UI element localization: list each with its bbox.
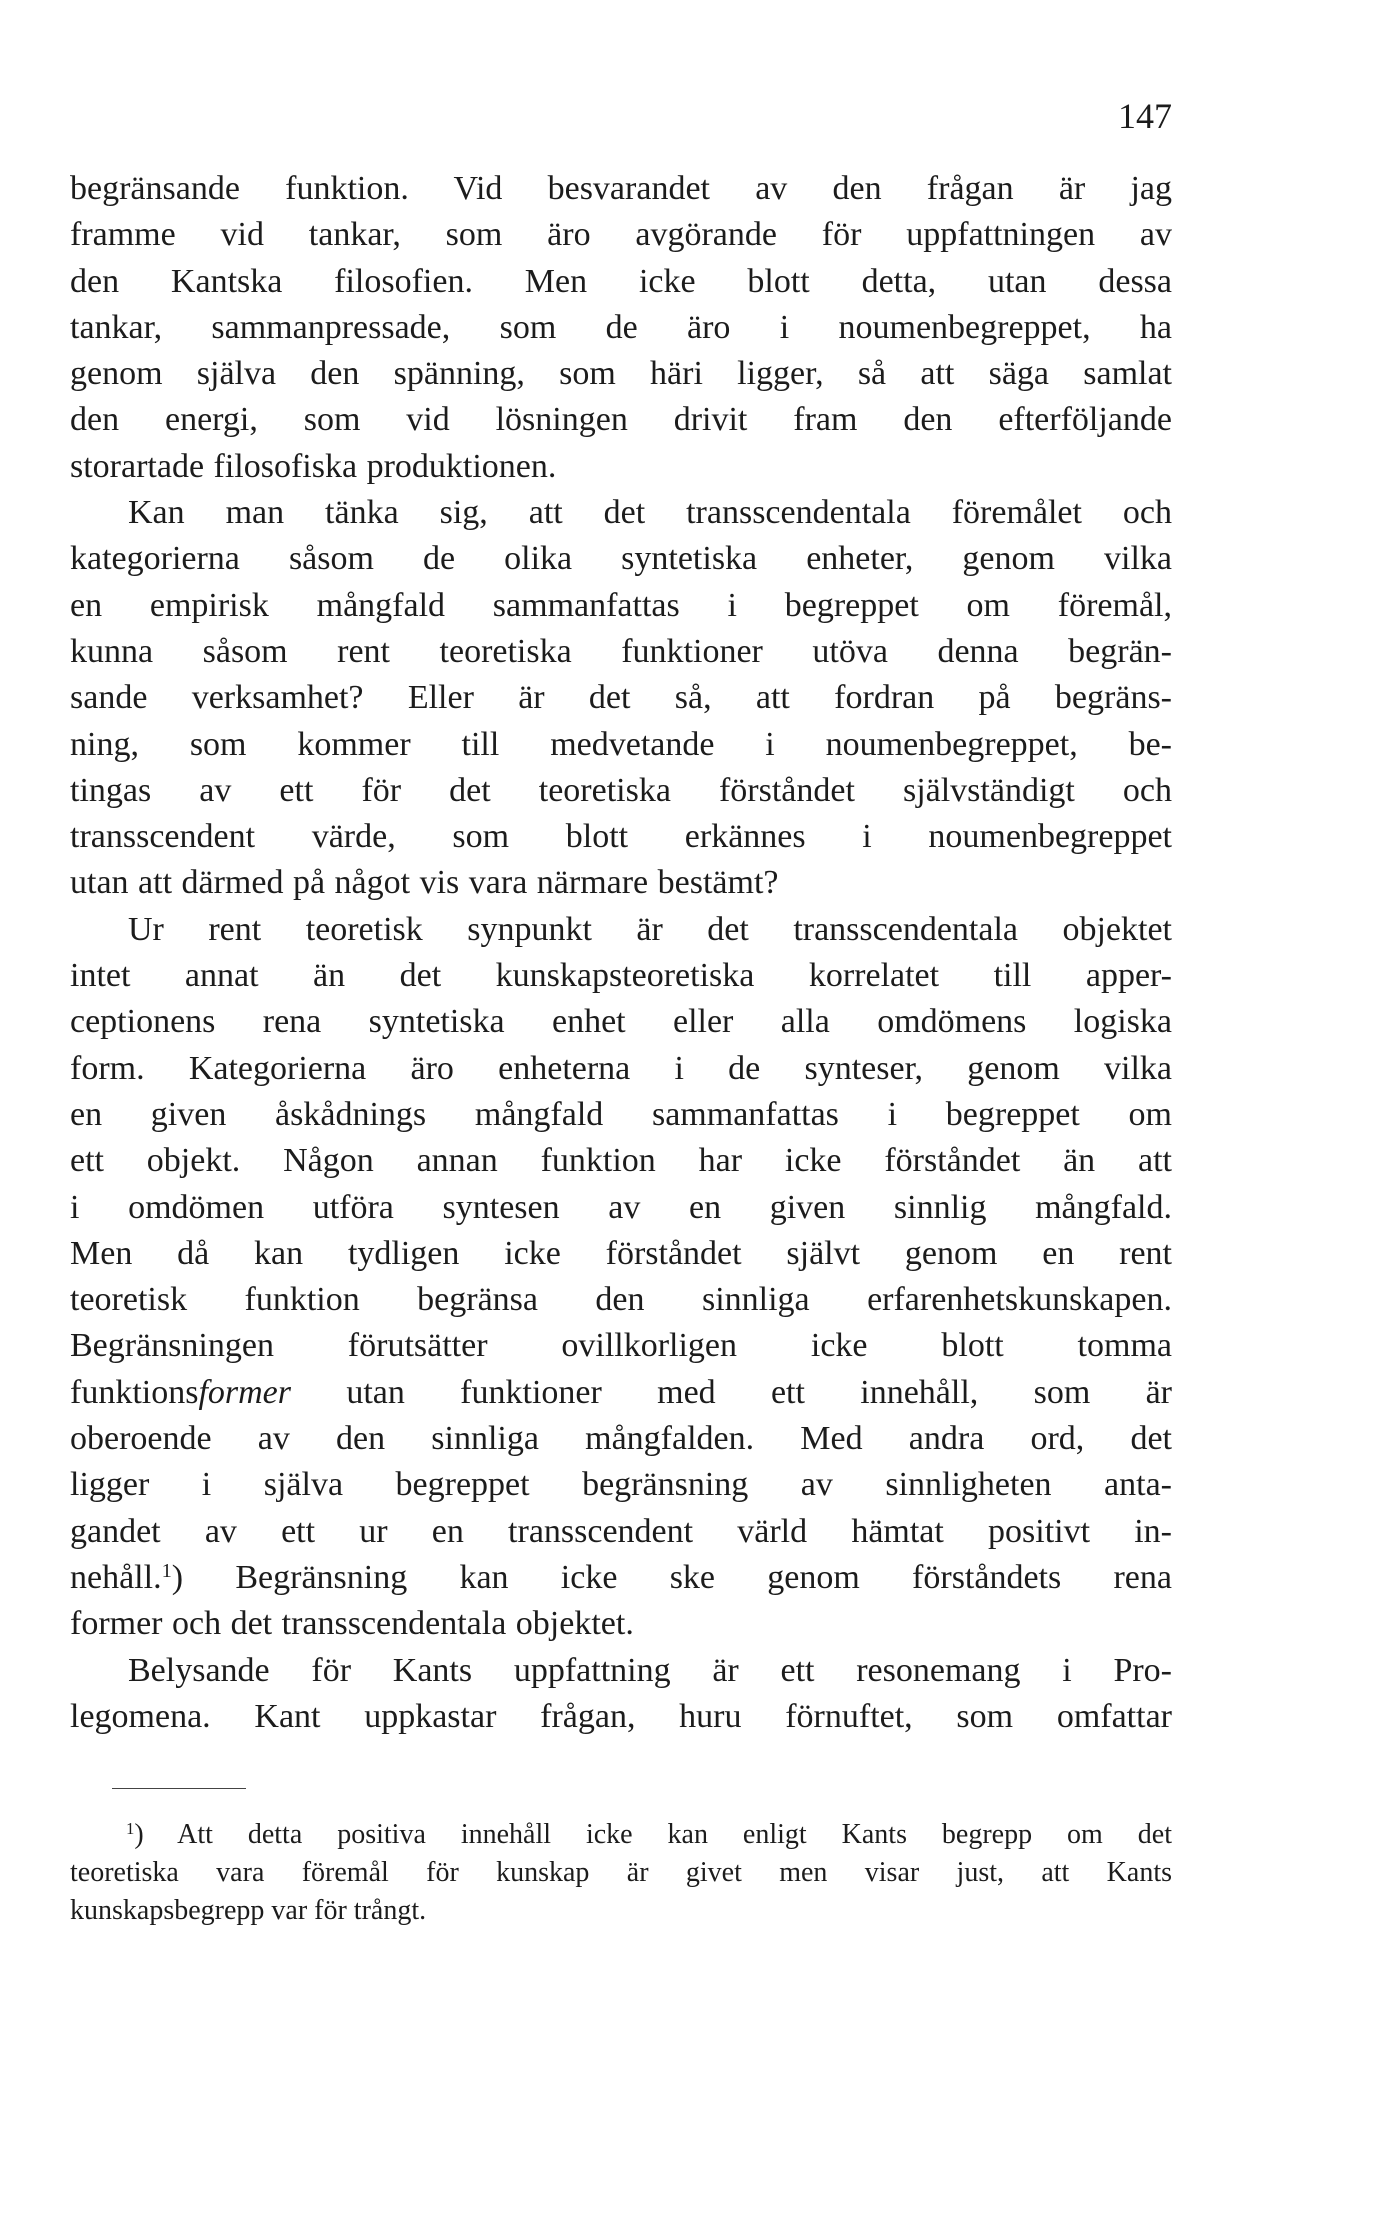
text-run: oberoende av den sinnliga mångfalden. Med andra ord, det [70,1420,1172,1458]
text-line [70,1509,1172,1555]
text-run: teoretiska vara föremål för kunskap är givet men visar just, att Kants [70,1857,1172,1888]
text-run: ning, som kommer till medvetande i noumenbegreppet, be- [70,725,1172,763]
text-line [70,1416,1172,1462]
text-line [70,259,1172,305]
text-run: sande verksamhet? Eller är det så, att fordran på begräns- [70,679,1172,717]
text-line [70,1277,1172,1323]
text-line [70,675,1172,721]
text-run: transscendent värde, som blott erkännes i noumenbegreppet [70,818,1172,856]
text-line [70,1046,1172,1092]
text-run: kunskapsbegrepp var för trångt. [70,1895,427,1926]
text-run: ) Begränsning kan icke ske genom förståndets rena [171,1558,1172,1596]
footnote-line [70,1816,1172,1854]
text-line [70,166,1172,212]
text-run: i omdömen utföra syntesen av en given sinnlig mångfald. [70,1188,1172,1226]
text-run: ceptionens rena syntetiska enhet eller alla omdömens logiska [70,1003,1172,1041]
text-run: storartade filosofiska produktionen. [70,447,557,485]
footnote-line [70,1892,1172,1930]
text-line [70,860,1172,906]
text-line [70,536,1172,582]
text-line [70,1370,1172,1416]
text-run: teoretisk funktion begränsa den sinnliga erfarenhetskunskapen. [70,1281,1172,1319]
text-line [70,1555,1172,1601]
text-line [70,1138,1172,1184]
text-run: Begränsningen förutsätter ovillkorligen icke blott tomma [70,1327,1172,1365]
text-run: nehåll. [70,1558,162,1596]
text-run: Men då kan tydligen icke förståndet självt genom en rent [70,1234,1172,1272]
text-run: en empirisk mångfald sammanfattas i begreppet om föremål, [70,586,1172,624]
text-line [70,583,1172,629]
text-line [70,212,1172,258]
text-line [70,629,1172,675]
text-line [70,1092,1172,1138]
text-line [70,305,1172,351]
text-line [70,722,1172,768]
text-run: intet annat än det kunskapsteoretiska korrelatet till apper- [70,957,1172,995]
text-run: kunna såsom rent teoretiska funktioner utöva denna begrän- [70,632,1172,670]
text-run: tingas av ett för det teoretiska förståndet självständigt och [70,771,1172,809]
footnote-rule [112,1788,246,1789]
text-line [70,1462,1172,1508]
text-line [70,1185,1172,1231]
text-line [70,768,1172,814]
text-line [70,1231,1172,1277]
text-run: funktions [70,1373,199,1411]
text-line [70,814,1172,860]
text-run: gandet av ett ur en transscendent värld hämtat positivt in- [70,1512,1172,1550]
footnotes [70,1816,1172,1930]
text-run: ligger i själva begreppet begränsning av sinnligheten anta- [70,1466,1172,1504]
text-run: en given åskådnings mångfald sammanfattas i begreppet om [70,1095,1172,1133]
text-line [70,1694,1172,1740]
text-line [70,953,1172,999]
text-line [70,999,1172,1045]
text-line [70,907,1172,953]
text-run: tankar, sammanpressade, som de äro i noumenbegreppet, ha [70,308,1172,346]
footnote-marker: 1 [126,1818,135,1838]
text-line [70,1648,1172,1694]
text-run: den energi, som vid lösningen drivit fram den efterföljande [70,401,1172,439]
text-line [70,1601,1172,1647]
text-run: begränsande funktion. Vid besvarandet av den frågan är jag [70,170,1172,207]
text-line [70,490,1172,536]
text-line [70,1323,1172,1369]
text-run: form. Kategorierna äro enheterna i de synteser, genom vilka [70,1049,1172,1087]
text-line [70,351,1172,397]
footnote-line [70,1854,1172,1892]
footnote-marker: 1 [161,1559,172,1582]
text-run: utan funktioner med ett innehåll, som är [291,1373,1172,1411]
text-run: former och det transscendentala objektet. [70,1605,634,1643]
body-text [70,166,1172,1740]
text-run: ) Att detta positiva innehåll icke kan enligt Kants begrepp om det [134,1819,1172,1850]
text-run: framme vid tankar, som äro avgörande för uppfattningen av [70,216,1172,254]
text-run: genom själva den spänning, som häri ligger, så att säga samlat [70,355,1172,393]
text-run: den Kantska filosofien. Men icke blott detta, utan dessa [70,262,1172,300]
text-run: kategorierna såsom de olika syntetiska enheter, genom vilka [70,540,1172,578]
text-run: Ur rent teoretisk synpunkt är det transscendentala objektet [128,910,1172,948]
text-run: Belysande för Kants uppfattning är ett resonemang i Pro- [128,1651,1172,1689]
text-line [70,444,1172,490]
page-number: 147 [1118,96,1172,136]
text-run: Kan man tänka sig, att det transscendentala föremålet och [128,494,1172,532]
emphasis-text: former [198,1373,292,1411]
text-run: legomena. Kant uppkastar frågan, huru förnuftet, som omfattar [70,1697,1172,1735]
text-run: utan att därmed på något vis vara närmare bestämt? [70,864,779,902]
text-line [70,397,1172,443]
text-run: ett objekt. Någon annan funktion har icke förståndet än att [70,1142,1172,1180]
